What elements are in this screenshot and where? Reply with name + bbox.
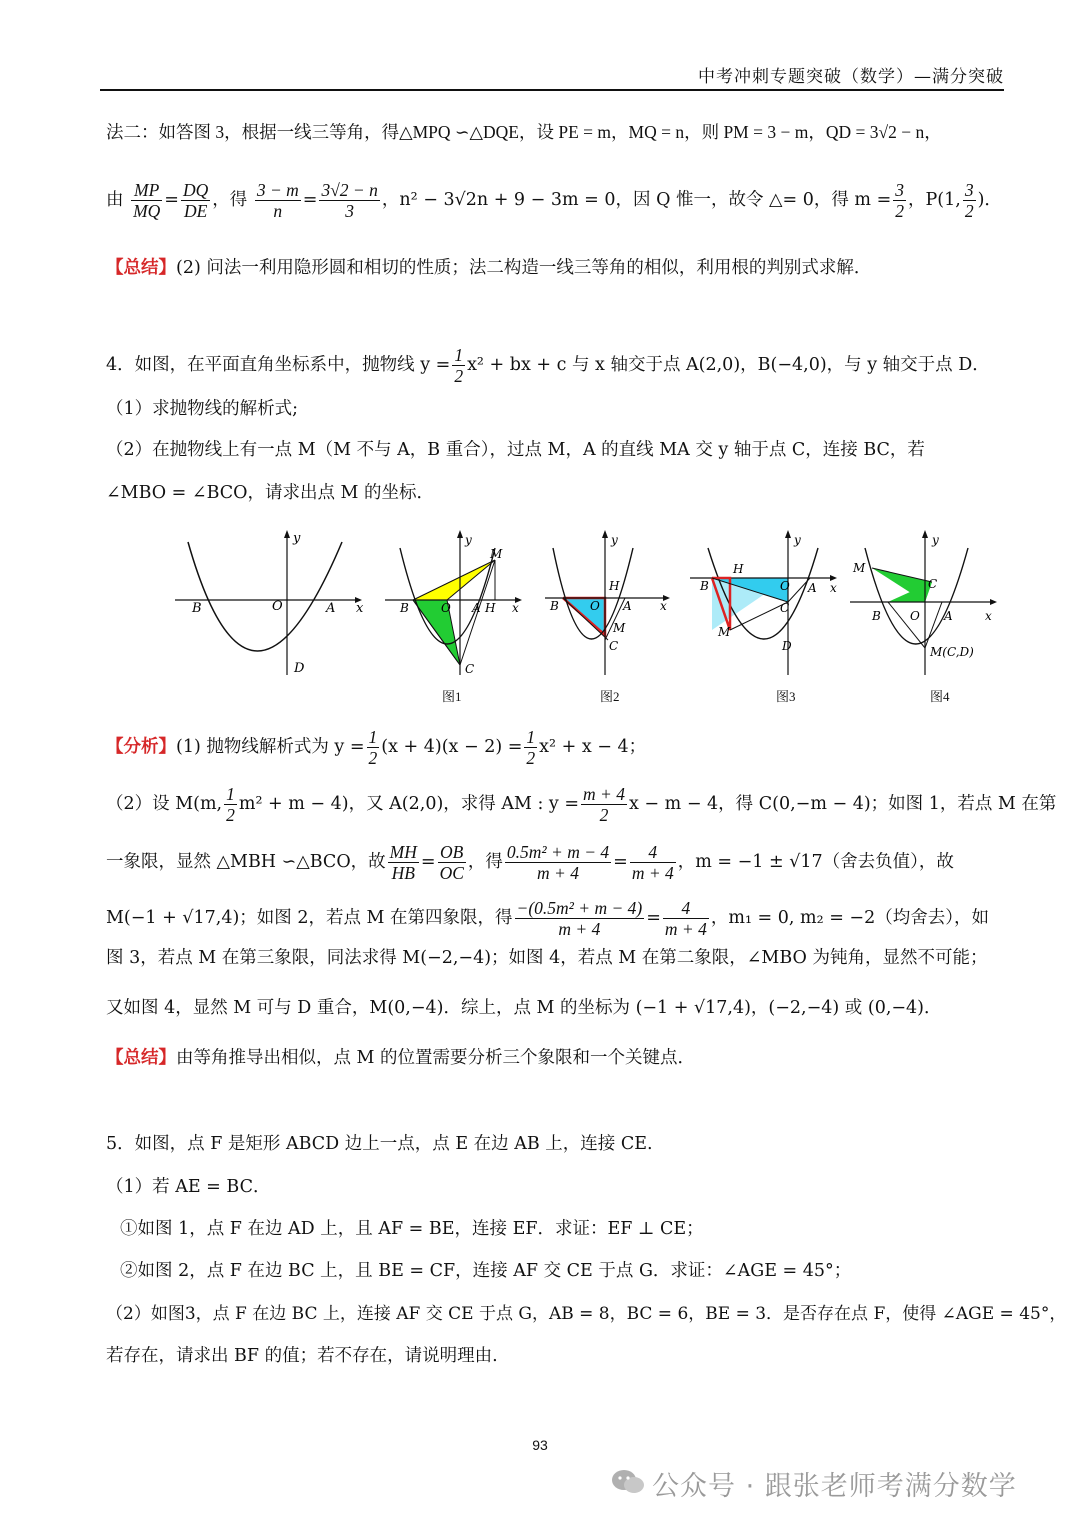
- analysis-line-4: M(−1 + √17,4)；如图 2，若点 M 在第四象限，得 $\frac{\text{−(0.5m² + m − 4)}}{m + 4}$ = $\frac{4}{m + 4}$ ，m₁ = 0, m₂ = −2（均舍去），如: [106, 898, 989, 939]
- svg-text:H: H: [733, 562, 744, 576]
- svg-text:y: y: [794, 533, 801, 547]
- summary-1: 【总结】(2) 问法一利用隐形圆和相切的性质；法二构造一线三等角的相似，利用根的判别式求解．: [106, 258, 872, 278]
- fraction: $\frac{3}{2}$: [895, 180, 904, 221]
- analysis-line-3: 一象限，显然 △MBH ∽△BCO，故 $\frac{MH}{HB}$ = $\frac{OB}{OC}$ ，得 $\frac{\text{0.5m² + m − 4}}{m + 4}$ = $\frac{4}{m + 4}$ ，m = −1 ± √17（舍去负值），故: [106, 842, 954, 883]
- svg-text:B: B: [700, 579, 709, 593]
- svg-text:M: M: [718, 625, 731, 639]
- svg-text:B: B: [872, 609, 881, 623]
- svg-text:y: y: [465, 533, 472, 547]
- caption-fig4: 图4: [930, 689, 950, 704]
- svg-text:D: D: [782, 639, 792, 653]
- analysis-tag: 【分析】: [106, 737, 176, 757]
- svg-text:A: A: [472, 601, 481, 615]
- svg-text:H: H: [485, 601, 496, 615]
- summary-tag: 【总结】: [106, 1048, 176, 1068]
- svg-text:M: M: [853, 561, 866, 575]
- svg-text:O: O: [910, 609, 920, 623]
- fraction: $\frac{1}{2}$: [454, 345, 464, 386]
- label-B: B: [192, 601, 202, 616]
- svg-text:O: O: [441, 601, 451, 615]
- question-4-part-2: （2）在抛物线上有一点 M（M 不与 A，B 重合），过点 M，A 的直线 MA 交 y 轴于点 C，连接 BC，若: [106, 440, 925, 460]
- svg-text:C: C: [780, 601, 790, 615]
- svg-text:H: H: [609, 579, 620, 593]
- fraction: $\frac{DQ}{DE}$: [182, 180, 209, 221]
- svg-text:x: x: [830, 581, 837, 595]
- figure-2: [545, 530, 680, 680]
- fraction: $\frac{3}{2}$: [964, 180, 974, 221]
- svg-text:y: y: [611, 533, 618, 547]
- analysis-line-1: 【分析】(1) 抛物线解析式为 y = $\frac{1}{2}$ (x + 4)(x − 2) = $\frac{1}{2}$ x² + x − 4；: [106, 727, 647, 768]
- question-5-part-1b: ②如图 2，点 F 在边 BC 上，且 BE = CF，连接 AF 交 CE 于点 G．求证：∠AGE = 45°；: [120, 1261, 852, 1281]
- label-A: A: [326, 601, 336, 616]
- summary-tag: 【总结】: [106, 258, 176, 278]
- label-y: y: [293, 531, 301, 546]
- question-4-part-1: （1）求抛物线的解析式;: [106, 399, 299, 419]
- label-D: D: [294, 661, 305, 676]
- analysis-line-2: （2）设 M(m, $\frac{1}{2}$ m² + m − 4)，又 A(2,0)，求得 AM : y = $\frac{m + 4}{2}$ x − m − 4，得 C(0,−m − 4)；如图 1，若点 M 在第: [106, 784, 1057, 825]
- analysis-line-5: 图 3，若点 M 在第三象限，同法求得 M(−2,−4)；如图 4，若点 M 在第二象限，∠MBO 为钝角，显然不可能；: [106, 948, 988, 968]
- label-O: O: [272, 599, 283, 614]
- analysis-line-6: 又如图 4，显然 M 可与 D 重合，M(0,−4)．综上，点 M 的坐标为 (−1 + √17,4)，(−2,−4) 或 (0,−4)．: [106, 998, 942, 1018]
- svg-text:B: B: [550, 599, 559, 613]
- svg-text:C: C: [928, 577, 938, 591]
- wechat-icon: [610, 1468, 646, 1496]
- svg-text:C: C: [465, 662, 475, 676]
- question-5-stem: 5．如图，点 F 是矩形 ABCD 边上一点，点 E 在边 AB 上，连接 CE.: [106, 1134, 653, 1154]
- svg-text:A: A: [944, 609, 953, 623]
- caption-fig1: 图1: [442, 689, 462, 704]
- watermark: 公众号 · 跟张老师考满分数学: [652, 1471, 1017, 1502]
- question-5-part-1a: ①如图 1，点 F 在边 AD 上，且 AF = BE，连接 EF．求证：EF ⊥ CE；: [120, 1219, 704, 1239]
- label-x: x: [356, 601, 364, 616]
- svg-text:B: B: [400, 601, 409, 615]
- fraction: $\frac{MP}{MQ}$: [133, 180, 161, 221]
- question-4-stem: 4．如图，在平面直角坐标系中，抛物线 y = $\frac{1}{2}$ x² + bx + c 与 x 轴交于点 A(2,0)，B(−4,0)，与 y 轴交于点 D．: [106, 345, 990, 386]
- svg-text:x: x: [985, 609, 992, 623]
- svg-text:O: O: [590, 599, 600, 613]
- caption-fig3: 图3: [776, 689, 796, 704]
- question-5-part-1: （1）若 AE = BC．: [106, 1177, 271, 1197]
- svg-text:O: O: [780, 579, 790, 593]
- svg-text:C: C: [609, 639, 619, 653]
- ratio-equation-line: 由 $\frac{MP}{MQ}$ = $\frac{DQ}{DE}$ ，得 $\frac{3 - m}{n}$ = $\frac{3√2 - n}{3}$ ，n² − 3√2n + 9 − 3m = 0，因 Q 惟一，故令 △= 0，得 m = $\frac{3}{2}$ ，P(1, $\frac{3}{2}$ )．: [106, 180, 1002, 221]
- fraction: $\frac{3√2 - n}{3}$: [321, 180, 378, 221]
- figure-row: [170, 530, 1000, 705]
- question-5-part-2: （2）如图3，点 F 在边 BC 上，连接 AF 交 CE 于点 G，AB = 8，BC = 6，BE = 3．是否存在点 F，使得 ∠AGE = 45°，: [106, 1304, 1067, 1324]
- summary-2: 【总结】由等角推导出相似，点 M 的位置需要分析三个象限和一个关键点．: [106, 1048, 696, 1068]
- header-rule: [100, 89, 1004, 91]
- caption-fig2: 图2: [600, 689, 620, 704]
- figure-plain-parabola: [170, 530, 370, 680]
- question-5-part-2-cont: 若存在，请求出 BF 的值；若不存在，请说明理由.: [106, 1346, 498, 1366]
- page-header: 中考冲刺专题突破（数学）—满分突破: [698, 67, 1004, 87]
- figure-3: [690, 530, 845, 680]
- svg-text:M: M: [490, 547, 503, 561]
- svg-text:M(C,D): M(C,D): [930, 645, 974, 659]
- svg-text:x: x: [512, 601, 519, 615]
- svg-text:A: A: [623, 599, 632, 613]
- svg-text:y: y: [932, 533, 939, 547]
- method-two-line: 法二：如答图 3，根据一线三等角，得△MPQ ∽△DQE，设 PE = m，MQ = n，则 PM = 3 − m，QD = 3√2 − n，: [106, 122, 942, 142]
- page-number: 93: [532, 1437, 548, 1453]
- figure-1: [385, 530, 530, 680]
- svg-text:A: A: [808, 581, 817, 595]
- svg-text:x: x: [660, 599, 667, 613]
- figure-4: [850, 530, 1000, 680]
- question-4-part-2-cont: ∠MBO = ∠BCO，请求出点 M 的坐标．: [106, 483, 435, 503]
- svg-text:M: M: [613, 621, 626, 635]
- fraction: $\frac{3 - m}{n}$: [256, 180, 299, 221]
